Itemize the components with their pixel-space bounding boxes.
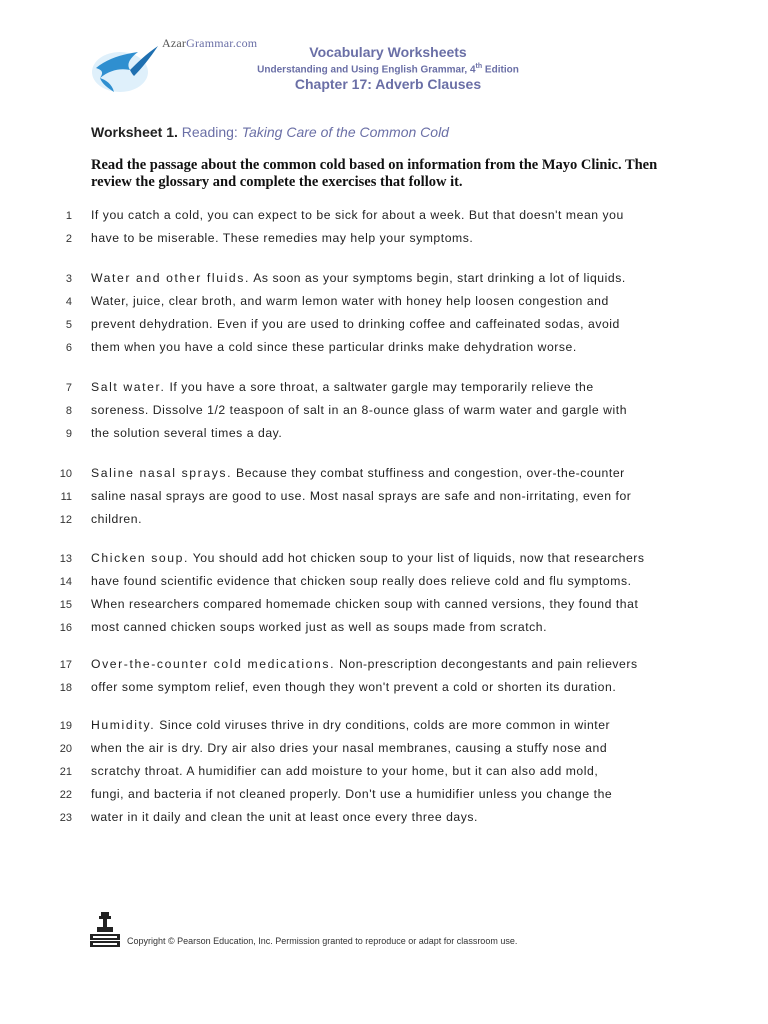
line-body: When researchers compared homemade chicken soup with canned versions, they found that — [91, 597, 639, 611]
line-body: scratchy throat. A humidifier can add moisture to your home, but it can also add mold, — [91, 764, 599, 778]
line-number: 23 — [59, 812, 72, 824]
line-text — [91, 551, 645, 565]
passage-line — [0, 550, 768, 570]
swallow-bird-logo-icon — [90, 38, 162, 96]
worksheet-title — [91, 124, 449, 140]
passage-line — [0, 379, 768, 399]
line-text — [91, 489, 631, 503]
line-number: 7 — [65, 382, 72, 394]
passage-line — [0, 763, 768, 783]
line-text — [91, 294, 609, 308]
remedy-heading: Saline nasal sprays. — [91, 466, 233, 480]
line-number: 17 — [59, 659, 72, 671]
azargrammar-logo[interactable] — [90, 34, 260, 96]
line-body: them when you have a cold since these particular drinks make dehydration worse. — [91, 340, 577, 354]
remedy-heading: Water and other fluids. — [91, 271, 250, 285]
line-body: fungi, and bacteria if not cleaned properly. Don't use a humidifier unless you change the — [91, 787, 613, 801]
line-body: Because they combat stuffiness and congestion, over-the-counter — [232, 466, 625, 480]
line-body: If you have a sore throat, a saltwater gargle may temporarily relieve the — [165, 380, 594, 394]
line-number: 9 — [65, 428, 72, 440]
line-body: You should add hot chicken soup to your list of liquids, now that researchers — [189, 551, 645, 565]
passage-line — [0, 717, 768, 737]
line-body: have to be miserable. These remedies may help your symptoms. — [91, 231, 474, 245]
passage-line — [0, 740, 768, 760]
remedy-heading: Chicken soup. — [91, 551, 190, 565]
line-body: water in it daily and clean the unit at least once every three days. — [91, 810, 478, 824]
passage-line — [0, 293, 768, 313]
page-footer — [90, 910, 690, 950]
line-body: when the air is dry. Dry air also dries your nasal membranes, causing a stuffy nose and — [91, 741, 608, 755]
line-number: 19 — [59, 720, 72, 732]
line-body: Non-prescription decongestants and pain relievers — [335, 657, 638, 671]
line-body: most canned chicken soups worked just as well as soups made from scratch. — [91, 620, 548, 634]
line-number: 6 — [65, 342, 72, 354]
line-text — [91, 208, 624, 222]
passage-line — [0, 488, 768, 508]
line-body: prevent dehydration. Even if you are used to drinking coffee and caffeinated sodas, avoid — [91, 317, 620, 331]
line-number: 20 — [59, 743, 72, 755]
line-number: 8 — [65, 405, 72, 417]
remedy-heading: Salt water. — [91, 380, 166, 394]
line-body: the solution several times a day. — [91, 426, 283, 440]
line-text — [91, 340, 577, 354]
passage-line — [0, 786, 768, 806]
line-number: 22 — [59, 789, 72, 801]
line-text — [91, 271, 626, 285]
line-text — [91, 512, 142, 526]
line-number: 2 — [65, 233, 72, 245]
line-body: Since cold viruses thrive in dry conditions, colds are more common in winter — [155, 718, 611, 732]
line-body: offer some symptom relief, even though they won't prevent a cold or shorten its duration. — [91, 680, 617, 694]
line-body: As soon as your symptoms begin, start drinking a lot of liquids. — [249, 271, 626, 285]
line-text — [91, 787, 612, 801]
page-header — [0, 0, 768, 110]
line-number: 5 — [65, 319, 72, 331]
line-number: 12 — [59, 514, 72, 526]
line-body: Water, juice, clear broth, and warm lemon water with honey help loosen congestion and — [91, 294, 609, 308]
header-chapter: Chapter 17: Adverb Clauses — [294, 76, 482, 93]
logo-wordmark: AzarGrammar.com — [162, 36, 258, 50]
line-text — [91, 680, 616, 694]
instructions: Read the passage about the common cold based on information from the Mayo Clinic. Then review the glossary and complete the exercises that follow it. — [91, 157, 658, 190]
line-number: 1 — [65, 210, 72, 222]
line-number: 15 — [59, 599, 72, 611]
line-text — [91, 764, 598, 778]
line-text — [91, 718, 610, 732]
line-text — [91, 231, 473, 245]
line-text — [91, 380, 594, 394]
line-text — [91, 657, 638, 671]
passage-line — [0, 596, 768, 616]
line-body: saline nasal sprays are good to use. Most nasal sprays are safe and non-irritating, even for — [91, 489, 632, 503]
passage-line — [0, 511, 768, 531]
line-text — [91, 620, 547, 634]
line-number: 10 — [59, 468, 72, 480]
line-body: If you catch a cold, you can expect to be sick for about a week. But that doesn't mean you — [91, 208, 624, 222]
line-number: 14 — [59, 576, 72, 588]
passage-line — [0, 656, 768, 676]
line-number: 21 — [59, 766, 72, 778]
line-body: have found scientific evidence that chicken soup really does relieve cold and flu symptoms. — [91, 574, 632, 588]
header-subtitle: Understanding and Using English Grammar, 4th Edition — [257, 63, 519, 76]
reading-label: Reading: — [181, 124, 238, 140]
copyright-notice: Copyright © Pearson Education, Inc. Permission granted to reproduce or adapt for classroom use. — [127, 936, 518, 946]
line-number: 11 — [60, 491, 72, 503]
passage-line — [0, 679, 768, 699]
passage-line — [0, 619, 768, 639]
reading-title: Taking Care of the Common Cold — [241, 124, 449, 140]
line-body: soreness. Dissolve 1/2 teaspoon of salt in an 8-ounce glass of warm water and gargle with — [91, 403, 628, 417]
pearson-longman-logo-icon — [90, 910, 120, 948]
passage-line — [0, 402, 768, 422]
passage-line — [0, 230, 768, 250]
line-text — [91, 466, 625, 480]
passage-line — [0, 809, 768, 829]
worksheet-label: Worksheet 1. — [91, 124, 178, 140]
line-text — [91, 574, 632, 588]
line-number: 16 — [59, 622, 72, 634]
passage-line — [0, 465, 768, 485]
line-text — [91, 403, 627, 417]
line-text — [91, 426, 282, 440]
passage-line — [0, 270, 768, 290]
line-number: 3 — [65, 273, 72, 285]
passage-line — [0, 425, 768, 445]
header-text — [240, 44, 536, 93]
passage-line — [0, 573, 768, 593]
remedy-heading: Over-the-counter cold medications. — [91, 657, 336, 671]
line-text — [91, 741, 607, 755]
line-text — [91, 597, 638, 611]
line-text — [91, 810, 478, 824]
header-title: Vocabulary Worksheets — [309, 44, 467, 60]
line-number: 18 — [59, 682, 72, 694]
line-number: 13 — [59, 553, 72, 565]
passage-line — [0, 316, 768, 336]
passage-line — [0, 207, 768, 227]
remedy-heading: Humidity. — [91, 718, 156, 732]
line-text — [91, 317, 620, 331]
line-body: children. — [91, 512, 143, 526]
line-number: 4 — [65, 296, 72, 308]
passage-line — [0, 339, 768, 359]
